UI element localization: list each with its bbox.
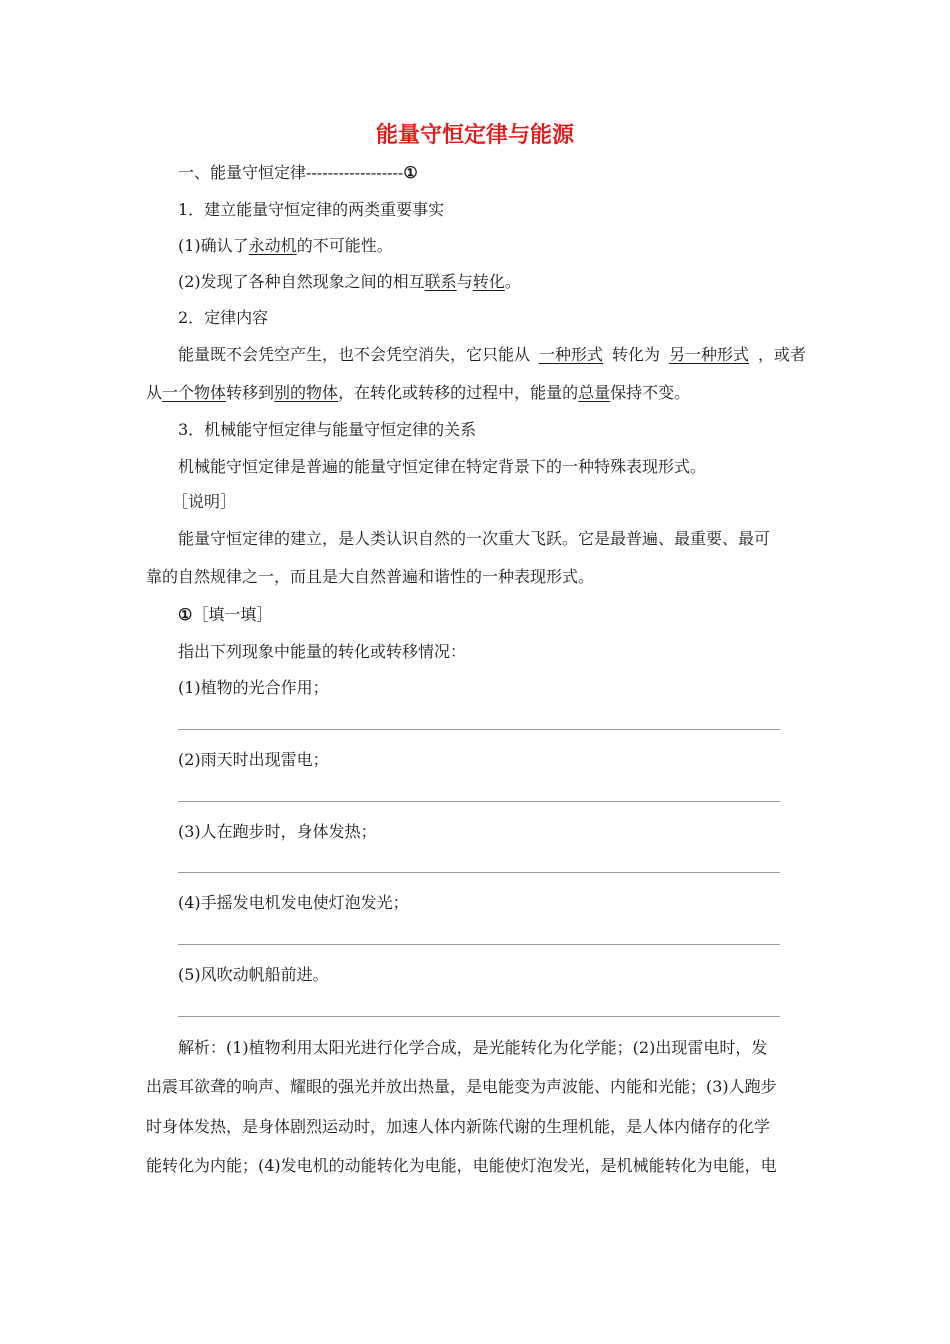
answer-line2: 出震耳欲聋的响声、耀眼的强光并放出热量，是电能变为声波能、内能和光能；(3)人跑步 <box>146 1077 777 1096</box>
text-run: (2)发现了各种自然现象之间的相互 <box>178 272 425 291</box>
answer-line1: 解析：(1)植物利用太阳光进行化学合成，是光能转化为化学能；(2)出现雷电时，发 <box>178 1038 768 1057</box>
item1-heading: 1．建立能量守恒定律的两类重要事实 <box>178 200 445 219</box>
footnote-marker: ① <box>178 605 193 624</box>
exercise-item: (3)人在跑步时，身体发热； <box>178 822 377 841</box>
exercise-prompt: 指出下列现象中能量的转化或转移情况： <box>178 642 467 661</box>
answer-line3: 时身体发热，是身体剧烈运动时，加速人体内新陈代谢的生理机能，是人体内储存的化学 <box>146 1117 771 1136</box>
section-heading-text: 一、能量守恒定律------------------ <box>178 163 404 182</box>
key-term: 永动机 <box>248 236 297 255</box>
answer-blank-line <box>178 1016 780 1017</box>
law-content-line2 <box>146 381 690 405</box>
text-run: 。 <box>504 272 521 291</box>
key-term: 一种形式 <box>538 345 603 364</box>
text-run: 保持不变。 <box>610 383 691 402</box>
text-run: ，在转化或转移的过程中，能量的 <box>338 383 579 402</box>
answer-blank-line <box>178 944 780 945</box>
item3-body: 机械能守恒定律是普遍的能量守恒定律在特定背景下的一种特殊表现形式。 <box>178 457 707 476</box>
text-run: (1)确认了 <box>178 236 249 255</box>
note-line2: 靠的自然规律之一，而且是大自然普遍和谐性的一种表现形式。 <box>146 567 595 586</box>
answer-blank-line <box>178 729 780 730</box>
exercise-item: (2)雨天时出现雷电； <box>178 750 329 769</box>
note-label: ［说明］ <box>172 492 237 511</box>
text-run: 从 <box>146 383 163 402</box>
footnote-marker: ① <box>403 163 418 182</box>
section-heading <box>178 161 418 185</box>
note-line1: 能量守恒定律的建立，是人类认识自然的一次重大飞跃。它是最普遍、最重要、最可 <box>178 529 771 548</box>
item1-point2 <box>178 270 521 294</box>
answer-blank-line <box>178 801 780 802</box>
key-term: 联系 <box>424 272 457 291</box>
key-term: 别的物体 <box>274 383 339 402</box>
key-term: 转化 <box>472 272 505 291</box>
exercise-item: (1)植物的光合作用； <box>178 678 329 697</box>
item2-heading: 2．定律内容 <box>178 308 269 327</box>
item3-heading: 3．机械能守恒定律与能量守恒定律的关系 <box>178 420 477 439</box>
text-run: 能量既不会凭空产生，也不会凭空消失，它只能从 <box>178 345 531 364</box>
item1-point1 <box>178 234 393 258</box>
answer-line4: 能转化为内能；(4)发电机的动能转化为电能，电能使灯泡发光，是机械能转化为电能，电 <box>146 1156 777 1175</box>
exercise-label <box>178 603 272 627</box>
law-content-line1 <box>178 343 806 367</box>
key-term: 另一种形式 <box>668 345 749 364</box>
exercise-item: (4)手摇发电机发电使灯泡发光； <box>178 893 409 912</box>
exercise-label-text: ［填一填］ <box>192 605 273 624</box>
answer-blank-line <box>178 872 780 873</box>
text-run: ，或者 <box>757 345 806 364</box>
page-title: 能量守恒定律与能源 <box>375 123 574 148</box>
exercise-item: (5)风吹动帆船前进。 <box>178 965 329 984</box>
text-run: 转化为 <box>611 345 660 364</box>
key-term: 总量 <box>578 383 611 402</box>
text-run: 转移到 <box>226 383 275 402</box>
text-run: 与 <box>456 272 473 291</box>
text-run: 的不可能性。 <box>296 236 393 255</box>
key-term: 一个物体 <box>162 383 227 402</box>
